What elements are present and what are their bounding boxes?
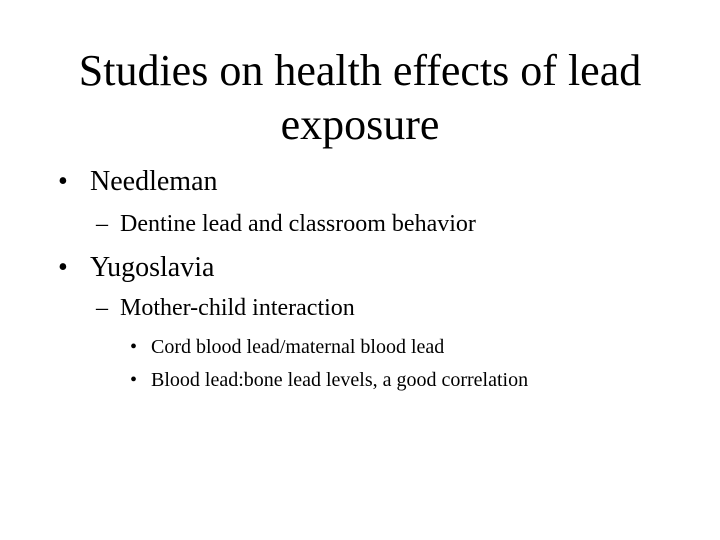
sub-sub-bullet-item-bone-lead (130, 368, 528, 392)
bullet-text: Mother-child interaction (120, 295, 355, 321)
bullet-text: Needleman (90, 166, 218, 197)
sub-bullet-item-mother-child (96, 294, 355, 322)
sub-sub-bullet-item-cord-blood (130, 335, 444, 359)
bullet-marker: • (58, 252, 68, 283)
dash-marker: – (96, 211, 108, 237)
bullet-item-needleman (58, 166, 218, 198)
dash-marker: – (96, 295, 108, 321)
bullet-text: Dentine lead and classroom behavior (120, 211, 476, 237)
bullet-marker: • (130, 369, 138, 391)
sub-bullet-item-dentine (96, 210, 476, 238)
bullet-marker: • (58, 166, 68, 197)
bullet-text: Blood lead:bone lead levels, a good correlation (151, 369, 529, 391)
slide-title: Studies on health effects of lead exposure (78, 46, 642, 149)
bullet-text: Cord blood lead/maternal blood lead (151, 336, 445, 358)
bullet-marker: • (130, 336, 138, 358)
bullet-text: Yugoslavia (90, 252, 215, 283)
bullet-item-yugoslavia (58, 252, 214, 284)
